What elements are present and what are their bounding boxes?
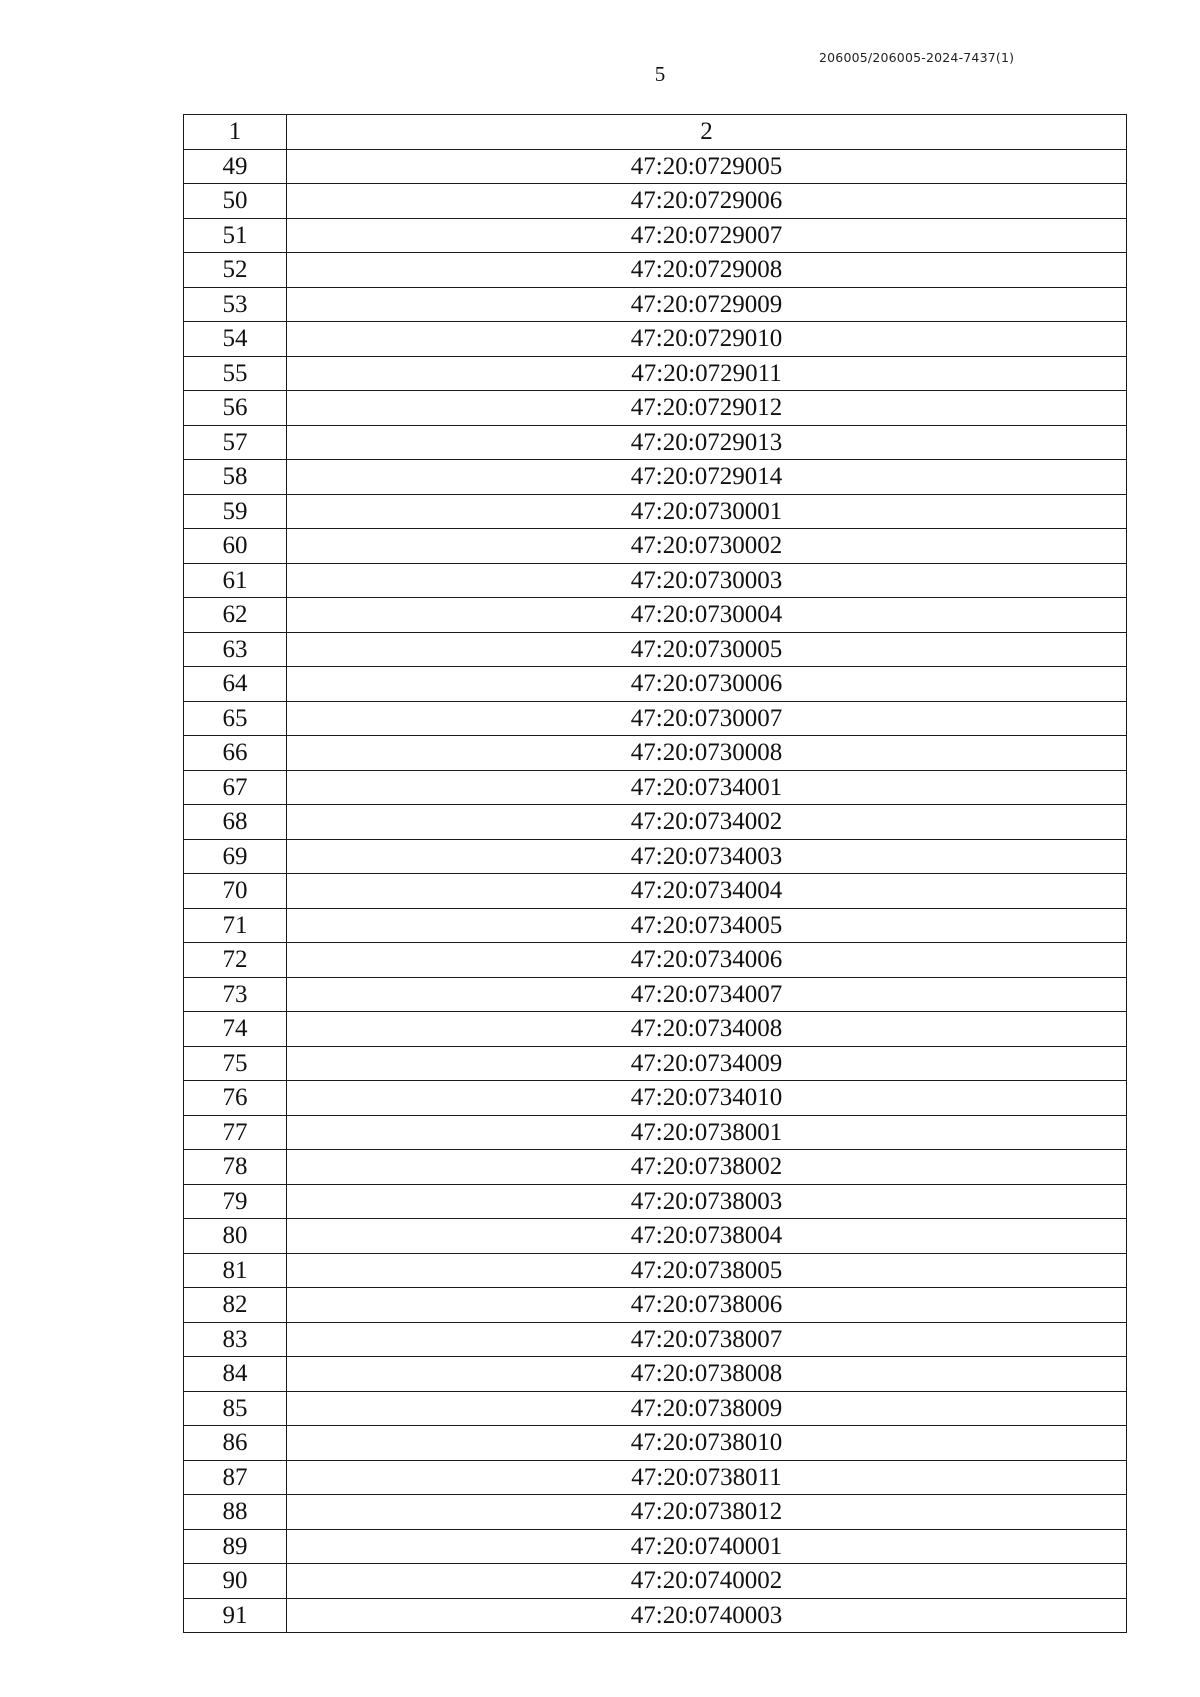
table-row [184,977,1127,1012]
cadastral-number-cell: 47:20:0734004 [287,874,1127,909]
row-number-cell: 72 [184,943,287,978]
cadastral-number-cell: 47:20:0738002 [287,1150,1127,1185]
row-number-cell: 83 [184,1322,287,1357]
row-number-cell: 89 [184,1529,287,1564]
row-number-cell: 62 [184,598,287,633]
row-number-cell: 51 [184,218,287,253]
row-number-cell: 65 [184,701,287,736]
table-row [184,287,1127,322]
row-number-cell: 59 [184,494,287,529]
cadastral-number-cell: 47:20:0730003 [287,563,1127,598]
document-reference: 206005/206005-2024-7437(1) [819,50,1015,65]
cadastral-number-cell: 47:20:0730008 [287,736,1127,771]
row-number-cell: 50 [184,184,287,219]
row-number-cell: 64 [184,667,287,702]
row-number-cell: 55 [184,356,287,391]
row-number-cell: 66 [184,736,287,771]
table-row [184,1598,1127,1633]
row-number-cell: 53 [184,287,287,322]
cadastral-number-cell: 47:20:0730006 [287,667,1127,702]
cadastral-number-cell: 47:20:0738012 [287,1495,1127,1530]
row-number-cell: 80 [184,1219,287,1254]
cadastral-number-cell: 47:20:0738006 [287,1288,1127,1323]
cadastral-number-cell: 47:20:0738011 [287,1460,1127,1495]
row-number-cell: 49 [184,149,287,184]
row-number-cell: 78 [184,1150,287,1185]
table-row [184,805,1127,840]
cadastral-number-cell: 47:20:0730002 [287,529,1127,564]
cadastral-number-cell: 47:20:0734007 [287,977,1127,1012]
row-number-cell: 81 [184,1253,287,1288]
row-number-cell: 87 [184,1460,287,1495]
table-row [184,1564,1127,1599]
cadastral-number-cell: 47:20:0730005 [287,632,1127,667]
cadastral-number-cell: 47:20:0729014 [287,460,1127,495]
row-number-cell: 52 [184,253,287,288]
cadastral-number-cell: 47:20:0734010 [287,1081,1127,1116]
table-row [184,943,1127,978]
cadastral-number-cell: 47:20:0729007 [287,218,1127,253]
cadastral-number-cell: 47:20:0729013 [287,425,1127,460]
table-row [184,1150,1127,1185]
table-row [184,1460,1127,1495]
row-number-cell: 73 [184,977,287,1012]
table-row [184,563,1127,598]
cadastral-number-cell: 47:20:0734002 [287,805,1127,840]
cadastral-number-cell: 47:20:0738009 [287,1391,1127,1426]
cadastral-number-cell: 47:20:0730004 [287,598,1127,633]
row-number-cell: 67 [184,770,287,805]
column-header-2: 2 [287,115,1127,150]
table-row [184,736,1127,771]
row-number-cell: 76 [184,1081,287,1116]
cadastral-number-cell: 47:20:0729008 [287,253,1127,288]
table-row [184,529,1127,564]
row-number-cell: 85 [184,1391,287,1426]
table-row [184,322,1127,357]
row-number-cell: 88 [184,1495,287,1530]
cadastral-number-cell: 47:20:0730001 [287,494,1127,529]
column-header-1: 1 [184,115,287,150]
row-number-cell: 82 [184,1288,287,1323]
row-number-cell: 75 [184,1046,287,1081]
row-number-cell: 84 [184,1357,287,1392]
row-number-cell: 69 [184,839,287,874]
cadastral-number-cell: 47:20:0734008 [287,1012,1127,1047]
row-number-cell: 68 [184,805,287,840]
table-row [184,494,1127,529]
table-row [184,1288,1127,1323]
table-row [184,218,1127,253]
table-row [184,184,1127,219]
row-number-cell: 56 [184,391,287,426]
table-row [184,908,1127,943]
row-number-cell: 57 [184,425,287,460]
cadastral-number-cell: 47:20:0729006 [287,184,1127,219]
row-number-cell: 90 [184,1564,287,1599]
table-row [184,1219,1127,1254]
table-row [184,1081,1127,1116]
table-row [184,460,1127,495]
table-row [184,667,1127,702]
table-row [184,1012,1127,1047]
table-row [184,1391,1127,1426]
cadastral-number-cell: 47:20:0738004 [287,1219,1127,1254]
row-number-cell: 74 [184,1012,287,1047]
table-row [184,1529,1127,1564]
cadastral-number-cell: 47:20:0729012 [287,391,1127,426]
cadastral-number-cell: 47:20:0740001 [287,1529,1127,1564]
row-number-cell: 58 [184,460,287,495]
row-number-cell: 70 [184,874,287,909]
table-row [184,1184,1127,1219]
table-row [184,1426,1127,1461]
cadastral-number-cell: 47:20:0738001 [287,1115,1127,1150]
table-row [184,770,1127,805]
cadastral-number-cell: 47:20:0729011 [287,356,1127,391]
row-number-cell: 63 [184,632,287,667]
table-row [184,253,1127,288]
table-header-row [184,115,1127,150]
table-row [184,1495,1127,1530]
table-row [184,598,1127,633]
table-row [184,1253,1127,1288]
cadastral-number-cell: 47:20:0734009 [287,1046,1127,1081]
page-number: 5 [654,62,666,86]
cadastral-number-cell: 47:20:0734005 [287,908,1127,943]
row-number-cell: 91 [184,1598,287,1633]
row-number-cell: 61 [184,563,287,598]
cadastral-number-cell: 47:20:0738010 [287,1426,1127,1461]
table-row [184,1322,1127,1357]
cadastral-number-cell: 47:20:0729005 [287,149,1127,184]
cadastral-number-cell: 47:20:0730007 [287,701,1127,736]
cadastral-number-cell: 47:20:0740003 [287,1598,1127,1633]
table-row [184,1115,1127,1150]
cadastral-number-cell: 47:20:0738003 [287,1184,1127,1219]
row-number-cell: 79 [184,1184,287,1219]
cadastral-table [183,114,1127,1633]
cadastral-number-cell: 47:20:0738007 [287,1322,1127,1357]
cadastral-number-cell: 47:20:0734001 [287,770,1127,805]
table-row [184,356,1127,391]
table-row [184,874,1127,909]
table-row [184,149,1127,184]
row-number-cell: 77 [184,1115,287,1150]
cadastral-number-cell: 47:20:0729010 [287,322,1127,357]
table-row [184,1357,1127,1392]
cadastral-number-cell: 47:20:0729009 [287,287,1127,322]
cadastral-number-cell: 47:20:0738005 [287,1253,1127,1288]
cadastral-number-cell: 47:20:0738008 [287,1357,1127,1392]
row-number-cell: 54 [184,322,287,357]
cadastral-number-cell: 47:20:0734006 [287,943,1127,978]
table-row [184,701,1127,736]
table-row [184,1046,1127,1081]
row-number-cell: 86 [184,1426,287,1461]
table-row [184,391,1127,426]
cadastral-number-cell: 47:20:0740002 [287,1564,1127,1599]
table-row [184,632,1127,667]
table-body [184,115,1127,1633]
table-container [183,114,1126,1633]
row-number-cell: 60 [184,529,287,564]
cadastral-number-cell: 47:20:0734003 [287,839,1127,874]
table-row [184,839,1127,874]
row-number-cell: 71 [184,908,287,943]
table-row [184,425,1127,460]
